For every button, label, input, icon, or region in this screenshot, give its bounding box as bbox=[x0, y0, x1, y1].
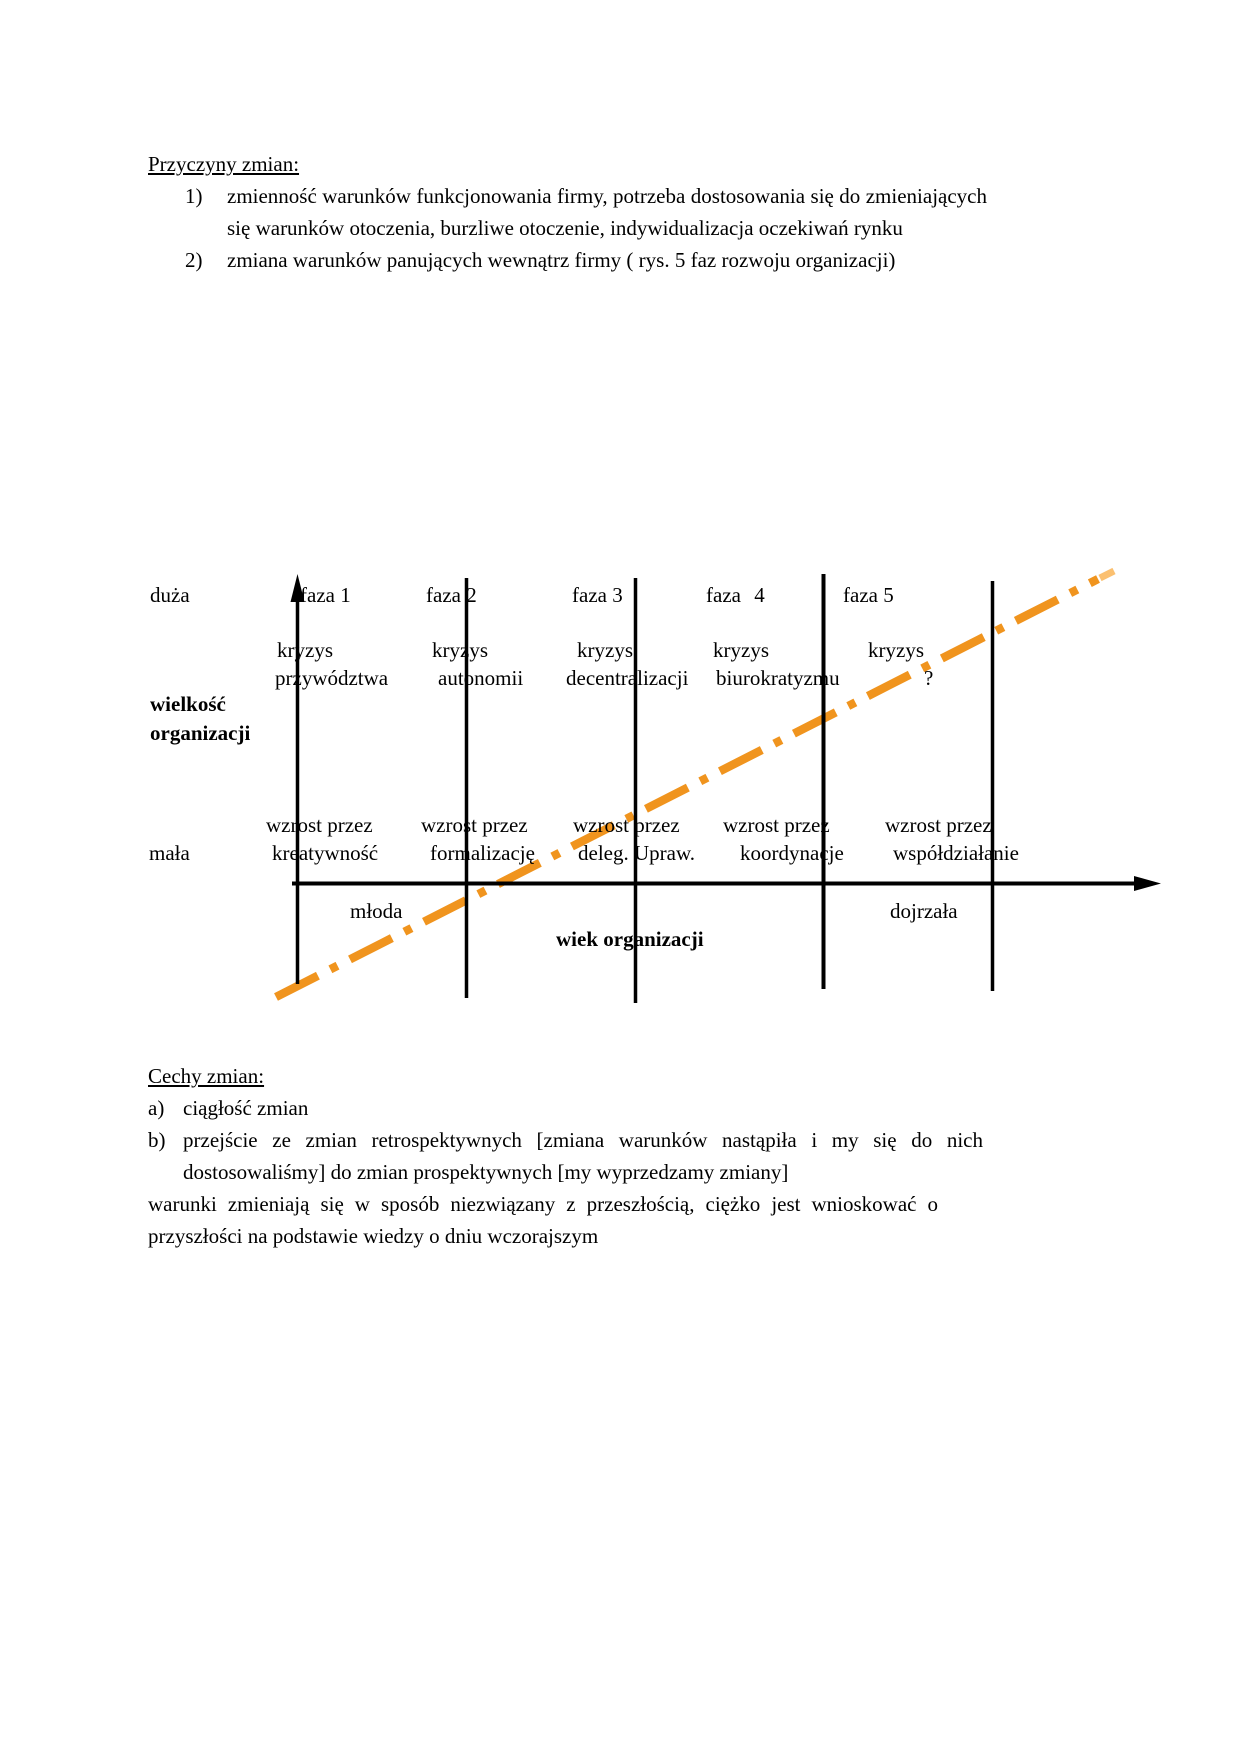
y-axis-title-line1: wielkość bbox=[150, 692, 226, 716]
crisis-name-5: ? bbox=[924, 666, 934, 690]
growth-trend-line-tip bbox=[1100, 571, 1114, 578]
phase-label-5: faza 5 bbox=[843, 583, 894, 607]
y-axis-title-line2: organizacji bbox=[150, 721, 251, 745]
list-marker: b) bbox=[148, 1128, 166, 1152]
list-marker: 1) bbox=[185, 184, 203, 208]
crisis-name-3: decentralizacji bbox=[566, 666, 689, 690]
phase-label-2: faza 2 bbox=[426, 583, 477, 607]
list-marker: a) bbox=[148, 1096, 165, 1120]
x-axis-mature-label: dojrzała bbox=[890, 899, 958, 923]
crisis-name-2: autonomii bbox=[438, 666, 524, 690]
crisis-label-1: kryzys bbox=[277, 638, 333, 662]
traits-section bbox=[148, 1060, 1085, 1252]
crisis-label-3: kryzys bbox=[577, 638, 633, 662]
growth-name-4: koordynacje bbox=[740, 841, 844, 865]
phase-label-4: faza 4 bbox=[706, 583, 765, 607]
growth-label-1: wzrost przez bbox=[266, 813, 373, 837]
closing-paragraph: warunki zmieniają się w sposób niezwiązany z przeszłością, ciężko jest wnioskować o przyszłości na podstawie wiedzy o dniu wczorajszym bbox=[148, 1192, 938, 1248]
list-marker: 2) bbox=[185, 248, 203, 272]
traits-heading: Cechy zmian: bbox=[148, 1064, 265, 1088]
phase-label-1: faza 1 bbox=[300, 583, 351, 607]
crisis-label-4: kryzys bbox=[713, 638, 769, 662]
crisis-name-4: biurokratyzmu bbox=[716, 666, 840, 690]
x-axis-title: wiek organizacji bbox=[556, 927, 704, 951]
cause-item-2-text: zmiana warunków panujących wewnątrz firmy ( rys. 5 faz rozwoju organizacji) bbox=[227, 248, 896, 272]
growth-name-3: deleg. Upraw. bbox=[578, 841, 696, 865]
phase-label-3: faza 3 bbox=[572, 583, 623, 607]
y-axis-min-label: mała bbox=[149, 841, 190, 865]
y-axis-max-label: duża bbox=[150, 583, 190, 607]
growth-name-2: formalizację bbox=[430, 841, 535, 865]
trait-item-b-text: przejście ze zmian retrospektywnych [zmiana warunków nastąpiła i my się do nich dostosowaliśmy] do zmian prospektywnych [my wyprzedzamy zmiany] bbox=[183, 1128, 983, 1184]
trait-item-b bbox=[148, 1124, 983, 1188]
growth-name-5: współdziałanie bbox=[893, 841, 1019, 865]
growth-label-4: wzrost przez bbox=[723, 813, 830, 837]
growth-label-5: wzrost przez bbox=[885, 813, 992, 837]
trait-item-a-text: ciągłość zmian bbox=[183, 1096, 309, 1120]
crisis-label-2: kryzys bbox=[432, 638, 488, 662]
y-axis-title bbox=[150, 690, 250, 748]
cause-item-1-text: zmienność warunków funkcjonowania firmy, potrzeba dostosowania się do zmieniających się warunków otoczenia, burzliwe otoczenie, indywidualizacja oczekiwań rynku bbox=[227, 184, 987, 240]
growth-label-2: wzrost przez bbox=[421, 813, 528, 837]
growth-name-1: kreatywność bbox=[272, 841, 379, 865]
x-axis-young-label: młoda bbox=[350, 899, 403, 923]
trait-item-a bbox=[148, 1092, 1085, 1124]
causes-heading: Przyczyny zmian: bbox=[148, 152, 300, 176]
x-axis-arrow bbox=[1134, 876, 1161, 891]
growth-label-3: wzrost przez bbox=[573, 813, 680, 837]
crisis-label-5: kryzys bbox=[868, 638, 924, 662]
crisis-name-1: przywództwa bbox=[275, 666, 389, 690]
